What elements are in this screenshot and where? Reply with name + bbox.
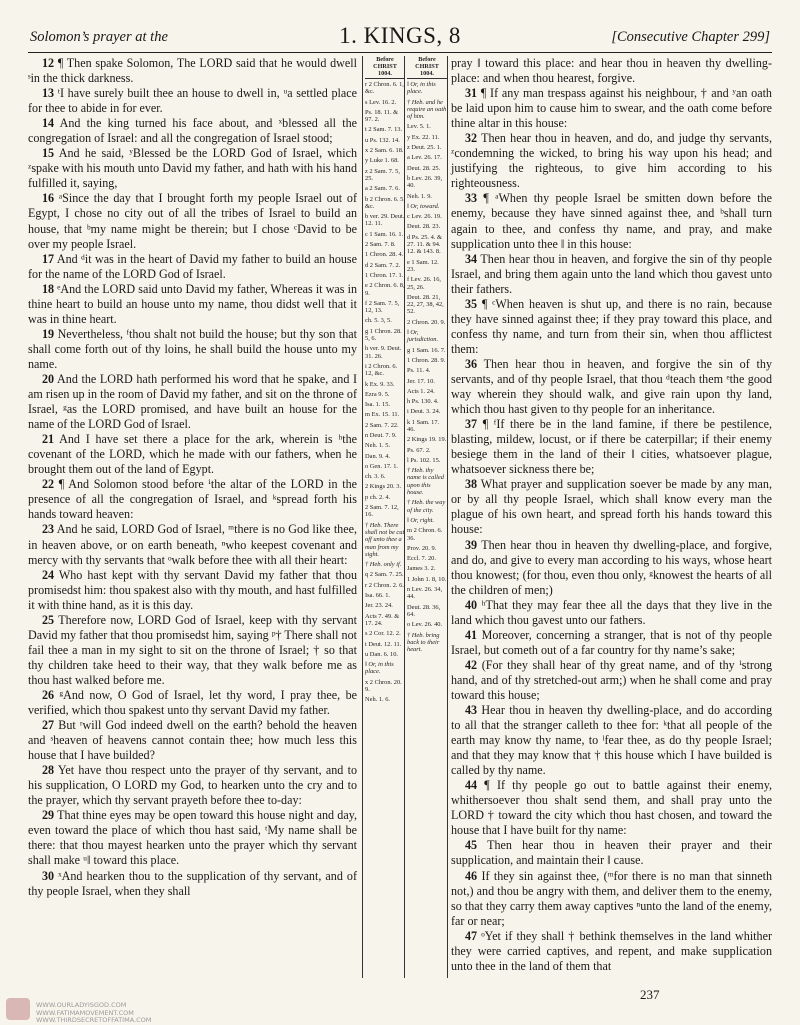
before-label: Before [418, 56, 436, 63]
page-number: 237 [640, 987, 660, 1002]
verse [28, 613, 357, 688]
cross-reference: n Deut. 7. 9. [365, 431, 397, 439]
cross-reference: ch. 5. 3, 5. [365, 317, 392, 325]
cross-reference: g 1 Chron. 28. 5, 6. [365, 327, 402, 343]
verse [451, 357, 772, 417]
watermark-urls [36, 1002, 151, 1025]
verse-text: Then hear thou in heaven, and do, and judge thy servants, ᶻcondemning the wicked, to bring his way upon his head; and justifying the righteous, to give him according to his righteousness. [451, 131, 772, 191]
cross-reference: k Ex. 9. 33. [365, 380, 395, 388]
cross-reference: 1 Chron. 28. 4. [365, 251, 404, 259]
verse-text: And ᵈit was in the heart of David my father to build an house for the name of the LORD God of Israel. [28, 251, 358, 281]
verse-text: ᵃSince the day that I brought forth my people Israel out of Egypt, I chose no city out of all the tribes of Israel to build an house, that ᵇmy name might be therein; but I chose ᶜDavid to be over my people Israel. [28, 191, 357, 251]
verse-text: ¶ If any man trespass against his neighbour, † and ʸan oath be laid upon him to cause him to swear, and the oath come before thine altar in this house: [451, 86, 772, 131]
cross-reference: Jer. 23. 24. [365, 602, 393, 610]
verse-number: 31 [465, 86, 478, 101]
verse-text: Who hast kept with thy servant David my father that thou promisedst him: thou spakest also with thy mouth, and hast fulfilled it with thine hand, as it is this day. [28, 567, 357, 612]
cross-reference: t 2 Sam. 7. 13. [365, 126, 403, 134]
cross-reference: z 2 Sam. 7. 5, 25. [365, 167, 400, 182]
verse-number: 18 [42, 281, 55, 296]
cross-reference: Deut. 28. 36, 64. [407, 603, 441, 618]
cross-reference: l Ps. 102. 15. [407, 456, 441, 464]
verse [451, 86, 772, 131]
verse-number: 34 [465, 251, 478, 266]
cross-reference: n Lev. 26. 34, 44. [407, 586, 443, 601]
verse [451, 598, 772, 628]
verse [451, 778, 772, 838]
verse [451, 191, 772, 251]
cross-reference: 2 Chron. 20. 9. [407, 318, 446, 326]
cross-references-left [363, 56, 405, 707]
cross-reference: ch. 3. 6. [365, 473, 386, 481]
cross-reference: Neh. 1. 6. [365, 696, 391, 704]
verse-number: 32 [465, 131, 478, 146]
verse-number: 20 [42, 371, 55, 386]
verse-text: ᵗI have surely built thee an house to dwell in, ᵘa settled place for thee to abide in for ever. [28, 86, 357, 116]
verse-text: ¶ And Solomon stood before ⁱthe altar of the LORD in the presence of all the congregation of Israel, and ᵏspread forth his hands toward heaven: [28, 477, 357, 522]
verse-text: If they sin against thee, (ᵐfor there is no man that sinneth not,) and thou be angry with them, and deliver them to the enemy, so that they carry them away captives ⁿunto the land of the enemy, far or near; [451, 868, 772, 928]
cross-reference: † Heb. the way of the city. [407, 499, 446, 514]
header-book-chapter: 1. KINGS, 8 [339, 23, 461, 48]
verse-number: 44 [465, 778, 478, 793]
christ-label: CHRIST [415, 63, 439, 70]
verse-text: Moreover, concerning a stranger, that is not of thy people Israel, but cometh out of a far country for thy name’s sake; [451, 627, 772, 657]
right-text-column [451, 56, 772, 974]
verse [451, 417, 772, 477]
verse-number: 41 [465, 627, 478, 642]
verse-number: 47 [465, 928, 478, 943]
cross-reference: 1 John 1. 8, 10. [407, 575, 447, 583]
verse-text: Then hear thou in heaven, and forgive the sin of thy servants, and of thy people Israel, that thou ᵈteach them ᵉthe good way wherein they should walk, and give rain upon thy land, which thou hast given to thy people for an inheritance. [451, 356, 772, 417]
cross-reference: s Lev. 16. 2. [365, 98, 397, 106]
cross-reference: 2 Sam. 7. 12, 16. [365, 504, 399, 519]
cross-reference: t Deut. 12. 11. [365, 640, 402, 648]
cross-reference: p ch. 2. 4. [365, 493, 391, 501]
year-label: 1004. [378, 70, 392, 77]
verse-number: 38 [465, 477, 478, 492]
cross-reference: d Ps. 25. 4. & 27. 11. & 94. 12. & 143. 8. [407, 233, 442, 256]
watermark-url: WWW.THIRDSECRETOFFATIMA.COM [36, 1016, 152, 1024]
verse-text: ᵒYet if they shall † bethink themselves in the land whither they were carried captives, and repent, and make supplication unto thee in the land of them that [451, 928, 772, 973]
verse-text: But ʳwill God indeed dwell on the earth? behold the heaven and ˢheaven of heavens cannot contain thee; how much less this house that I have builded? [28, 718, 357, 763]
verse-number: 28 [42, 763, 55, 778]
verse-text: Then hear thou in heaven, and forgive the sin of thy people Israel, and bring them again unto the land which thou gavest unto their fathers. [451, 251, 772, 296]
cross-reference: ‖ Or, in this place. [365, 661, 394, 676]
cross-reference: ‖ Or, jurisdiction. [407, 329, 439, 344]
verse-number: 36 [465, 356, 478, 371]
cross-reference: r 2 Chron. 6. 1, &c. [365, 81, 404, 96]
cross-reference: r 2 Chron. 2. 6. [365, 581, 404, 589]
cross-reference: d 2 Sam. 7. 2. [365, 261, 401, 269]
cross-reference: Dan. 9. 4. [365, 452, 391, 460]
verse-number: 22 [42, 477, 55, 492]
verse [451, 252, 772, 297]
verse [28, 568, 357, 613]
cross-reference: c 1 Sam. 16. 1. [365, 230, 404, 238]
left-text-column [28, 56, 357, 899]
date-heading-left [365, 56, 405, 79]
cross-reference: Ps. 67. 2. [407, 446, 431, 454]
verse-text: Then hear thou in heaven their prayer and their supplication, and maintain their ‖ cause. [451, 838, 772, 868]
cross-reference: c Lev. 26. 19. [407, 213, 442, 221]
cross-reference: † Heb. There shall not be cut off unto thee a man from my sight. [365, 521, 405, 558]
verse-text: Then hear thou in heaven thy dwelling-place, and forgive, and do, and give to every man according to his ways, whose heart thou knowest; (for thou, even thou only, ᵍknowest the hearts of all the children of men;) [451, 537, 772, 597]
verse-text: ¶ Then spake Solomon, The LORD said that he would dwell ˢin the thick darkness. [28, 56, 357, 86]
cross-reference: b 2 Chron. 6. 5, &c. [365, 195, 405, 210]
verse-text: Nevertheless, ᶠthou shalt not build the house; but thy son that shall come forth out of thy loins, he shall build the house unto my name. [28, 326, 357, 371]
verse [28, 718, 357, 763]
cross-reference: q 2 Sam. 7. 25. [365, 571, 404, 579]
verse [28, 763, 357, 808]
cross-reference: z Deut. 25. 1. [407, 144, 442, 152]
cross-reference: † Heb. bring back to their heart. [407, 631, 440, 654]
cross-reference: i 2 Chron. 6. 12, &c. [365, 362, 398, 378]
verse [451, 703, 772, 778]
verse-number: 37 [465, 417, 478, 432]
verse [451, 297, 772, 357]
verse [28, 56, 357, 86]
verse-number: 46 [465, 868, 478, 883]
cross-reference: b ver. 29. Deut. 12. 11. [365, 213, 405, 228]
cross-reference: Ps. 11. 4. [407, 367, 431, 375]
verse [451, 56, 772, 86]
verse-text: ¶ ᵃWhen thy people Israel be smitten down before the enemy, because they have sinned against thee, and ᵇshall turn again to thee, and confess thy name, and pray, and make supplication unto thee ‖ in this house: [451, 191, 772, 251]
verse-text: ᵍAnd now, O God of Israel, let thy word, I pray thee, be verified, which thou spakest unto thy servant David my father. [28, 687, 358, 718]
verse-number: 35 [465, 296, 478, 311]
cross-reference: s 2 Cor. 12. 2. [365, 630, 401, 638]
verse-number: 15 [42, 146, 55, 161]
verse [28, 522, 357, 567]
header-consecutive-chapter: [Consecutive Chapter 299] [611, 29, 770, 45]
verse-text: Therefore now, LORD God of Israel, keep with thy servant David my father that thou promisedst him, saying ᵖ† There shall not fail thee a man in my sight to sit on the throne of Israel; † so that thy children take heed to their way, that they walk before me as thou hast walked before me. [28, 612, 357, 687]
verse-text: Hear thou in heaven thy dwelling-place, and do according to all that the stranger calleth to thee for: ᵏthat all people of the earth may know thy name, to ˡfear thee, as do thy people Israel; and that they may know that † this house which I have builded is called by thy name. [451, 703, 773, 778]
cross-reference: u Dan. 6. 10. [365, 650, 399, 658]
verse-number: 33 [465, 191, 478, 206]
verse [451, 477, 772, 537]
verse-text: ¶ ᶠIf there be in the land famine, if there be pestilence, blasting, mildew, locust, or if there be caterpillar; if their enemy besiege them in the land of their ‖ cities, whatsoever plague, whatsoever sickness there be; [451, 417, 772, 477]
cross-reference: o Gen. 17. 1. [365, 462, 399, 470]
cross-reference: † Heb. only if. [365, 561, 402, 569]
verse-number: 12 [42, 56, 55, 70]
verse-number: 16 [42, 191, 55, 206]
cross-reference: Isa. 1. 15. [365, 401, 391, 409]
verse-text: pray ‖ toward this place: and hear thou in heaven thy dwelling-place: and when thou hearest, forgive. [451, 56, 772, 86]
verse-number: 30 [42, 868, 55, 883]
cross-reference: Prov. 20. 9. [407, 544, 437, 552]
verse [451, 838, 772, 868]
cross-reference: Deut. 28. 21, 22, 27, 38, 42, 52. [407, 293, 444, 316]
verse-text: ʰThat they may fear thee all the days that they live in the land which thou gavest unto our fathers. [451, 597, 772, 627]
verse [28, 688, 357, 718]
verse-number: 45 [465, 838, 478, 853]
cross-reference: 2 Sam. 7. 8. [365, 241, 396, 249]
cross-reference: y Ex. 22. 11. [407, 133, 440, 141]
center-reference-column [362, 56, 448, 978]
verse [28, 252, 357, 282]
verse-number: 40 [465, 597, 478, 612]
verse-number: 29 [42, 808, 55, 823]
cross-reference: Isa. 66. 1. [365, 592, 391, 600]
cross-reference: e 2 Chron. 6. 8, 9. [365, 282, 405, 297]
header-left-title: Solomon’s prayer at the [30, 29, 168, 45]
verse-text: Yet have thou respect unto the prayer of thy servant, and to his supplication, O LORD my God, to hearken unto the cry and to the prayer, which thy servant prayeth before thee to-day: [28, 763, 357, 808]
verse-number: 21 [42, 432, 55, 447]
cross-reference: ‖ Or, in this place. [407, 81, 436, 96]
before-label: Before [376, 56, 394, 63]
verse [28, 372, 357, 432]
verse-number: 43 [465, 703, 478, 718]
cross-reference: Jer. 17. 10. [407, 377, 435, 385]
cross-reference: Neh. 1. 9. [407, 192, 433, 200]
watermark-logo [6, 998, 30, 1020]
cross-reference: 1 Chron. 17. 1. [365, 271, 404, 279]
cross-reference: Acts 7. 49. & 17. 24. [365, 612, 400, 627]
verse [451, 628, 772, 658]
cross-reference: Lev. 5. 1. [407, 123, 431, 131]
verse [451, 869, 772, 929]
verse-text: And the king turned his face about, and ˣblessed all the congregation of Israel: and all the congregation of Israel stood; [28, 116, 357, 146]
christ-label: CHRIST [373, 63, 397, 70]
cross-reference: m 2 Chron. 6. 36. [407, 527, 443, 542]
cross-reference: f Lev. 26. 16, 25, 26. [407, 276, 442, 291]
verse-number: 25 [42, 612, 55, 627]
cross-reference: ‖ Or, toward. [407, 202, 440, 210]
verse-text: That thine eyes may be open toward this house night and day, even toward the place of which thou hast said, ᵗMy name shall be there: that thou mayest hearken unto the prayer which thy servant shall make ᵘ‖ toward this place. [28, 808, 357, 868]
year-label: 1004. [420, 70, 434, 77]
verse [28, 282, 357, 327]
verse-number: 13 [42, 86, 55, 101]
verse-text: ˣAnd hearken thou to the supplication of thy servant, and of thy people Israel, when they shall [28, 868, 357, 898]
verse-text: (For they shall hear of thy great name, and of thy ⁱstrong hand, and of thy stretched-out arm;) when he shall come and pray toward this house; [451, 657, 772, 702]
verse-text: And I have set there a place for the ark, wherein is ʰthe covenant of the LORD, which he made with our fathers, when he brought them out of the land of Egypt. [28, 432, 358, 477]
watermark-url: WWW.OURLADYISGOD.COM [36, 1001, 127, 1009]
verse-text: What prayer and supplication soever be made by any man, or by all thy people Israel, which shall know every man the plague of his own heart, and spread forth his hands toward this house: [451, 477, 772, 537]
cross-reference: u Ps. 132. 14. [365, 136, 400, 144]
cross-reference: † Heb. thy name is called upon this house. [407, 467, 444, 497]
cross-reference: 2 Sam. 7. 22. [365, 421, 399, 429]
verse-text: And he said, LORD God of Israel, ᵐthere is no God like thee, in heaven above, or on earth beneath, ⁿwho keepest covenant and mercy with thy servants that ᵒwalk before thee with all their heart: [28, 522, 357, 567]
cross-reference: Deut. 28. 23. [407, 223, 441, 231]
cross-reference: 1 Chron. 28. 9. [407, 356, 446, 364]
verse-number: 19 [42, 326, 55, 341]
verse-number: 17 [42, 251, 55, 266]
cross-reference: b Lev. 26. 39, 40. [407, 174, 443, 190]
cross-reference: h Ps. 130. 4. [407, 398, 439, 406]
verse-number: 26 [42, 687, 55, 702]
verse [28, 808, 357, 868]
verse [451, 538, 772, 598]
cross-reference: x 2 Sam. 6. 18. [365, 147, 404, 155]
verse [28, 146, 357, 191]
cross-reference: i Deut. 3. 24. [407, 408, 441, 416]
verse-number: 42 [465, 657, 478, 672]
cross-references-right [406, 56, 447, 656]
cross-reference: 2 Kings 19. 19. [407, 436, 447, 444]
verse [28, 327, 357, 372]
watermark-url: WWW.FATIMAMOVEMENT.COM [36, 1008, 134, 1017]
cross-reference: h ver. 9. Deut. 31. 26. [365, 345, 402, 360]
verse [28, 432, 357, 477]
cross-reference: f 2 Sam. 7. 5, 12, 13. [365, 299, 400, 315]
running-header [28, 23, 772, 53]
cross-reference: Neh. 1. 5. [365, 442, 391, 450]
cross-reference: y Luke 1. 68. [365, 157, 399, 165]
verse-number: 39 [465, 537, 478, 552]
cross-reference: m Ex. 15. 11. [365, 411, 400, 419]
cross-reference: g 1 Sam. 16. 7. [407, 346, 446, 354]
verse-number: 27 [42, 718, 55, 733]
cross-reference: Deut. 28. 25. [407, 164, 441, 172]
verse [451, 929, 772, 974]
verse-text: ¶ If thy people go out to battle against their enemy, whithersoever thou shalt send them, and shall pray unto the LORD † toward the city which thou hast chosen, and toward the house that I have built for thy name: [451, 778, 772, 838]
cross-reference: Ezra 9. 5. [365, 390, 390, 398]
cross-reference: Acts 1. 24. [407, 387, 435, 395]
verse [451, 658, 772, 703]
cross-reference: Ps. 18. 11. & 97. 2. [365, 108, 399, 124]
verse-number: 14 [42, 116, 55, 131]
cross-reference: k 1 Sam. 17. 46. [407, 418, 440, 433]
cross-reference: a 2 Sam. 7. 6. [365, 185, 400, 193]
verse [28, 116, 357, 146]
verse-text: ¶ ᶜWhen heaven is shut up, and there is no rain, because they have sinned against thee; if they pray toward this place, and confess thy name, and turn from their sin, when thou afflictest them: [451, 296, 773, 356]
cross-reference: a Lev. 26. 17. [407, 154, 442, 162]
cross-reference: 2 Kings 20. 3. [365, 483, 402, 491]
verse-number: 24 [42, 567, 55, 582]
verse [28, 869, 357, 899]
cross-reference: o Lev. 26. 40. [407, 621, 443, 629]
verse-text: And the LORD hath performed his word that he spake, and I am risen up in the room of David my father, and sit on the throne of Israel, ᵍas the LORD promised, and have built an house for the name of the LORD God of Israel. [28, 371, 357, 432]
verse [451, 131, 772, 191]
verse-text: ᵉAnd the LORD said unto David my father, Whereas it was in thine heart to build an house unto my name, thou didst well that it was in thine heart. [28, 281, 358, 326]
verse-text: And he said, ʸBlessed be the LORD God of Israel, which ᶻspake with his mouth unto David my father, and hath with his hand fulfilled it, saying, [28, 146, 357, 191]
date-heading-right [407, 56, 447, 79]
verse [28, 191, 357, 251]
cross-reference: e 1 Sam. 12. 23. [407, 258, 439, 273]
verse-number: 23 [42, 522, 55, 537]
verse [28, 86, 357, 116]
cross-reference: ‖ Or, right. [407, 516, 435, 524]
cross-reference: † Heb. and he require an oath of him. [407, 98, 447, 121]
cross-reference: x 2 Chron. 20. 9. [365, 678, 402, 693]
verse [28, 477, 357, 522]
cross-reference: Eccl. 7. 20. [407, 555, 436, 563]
cross-reference: James 3. 2. [407, 565, 436, 573]
